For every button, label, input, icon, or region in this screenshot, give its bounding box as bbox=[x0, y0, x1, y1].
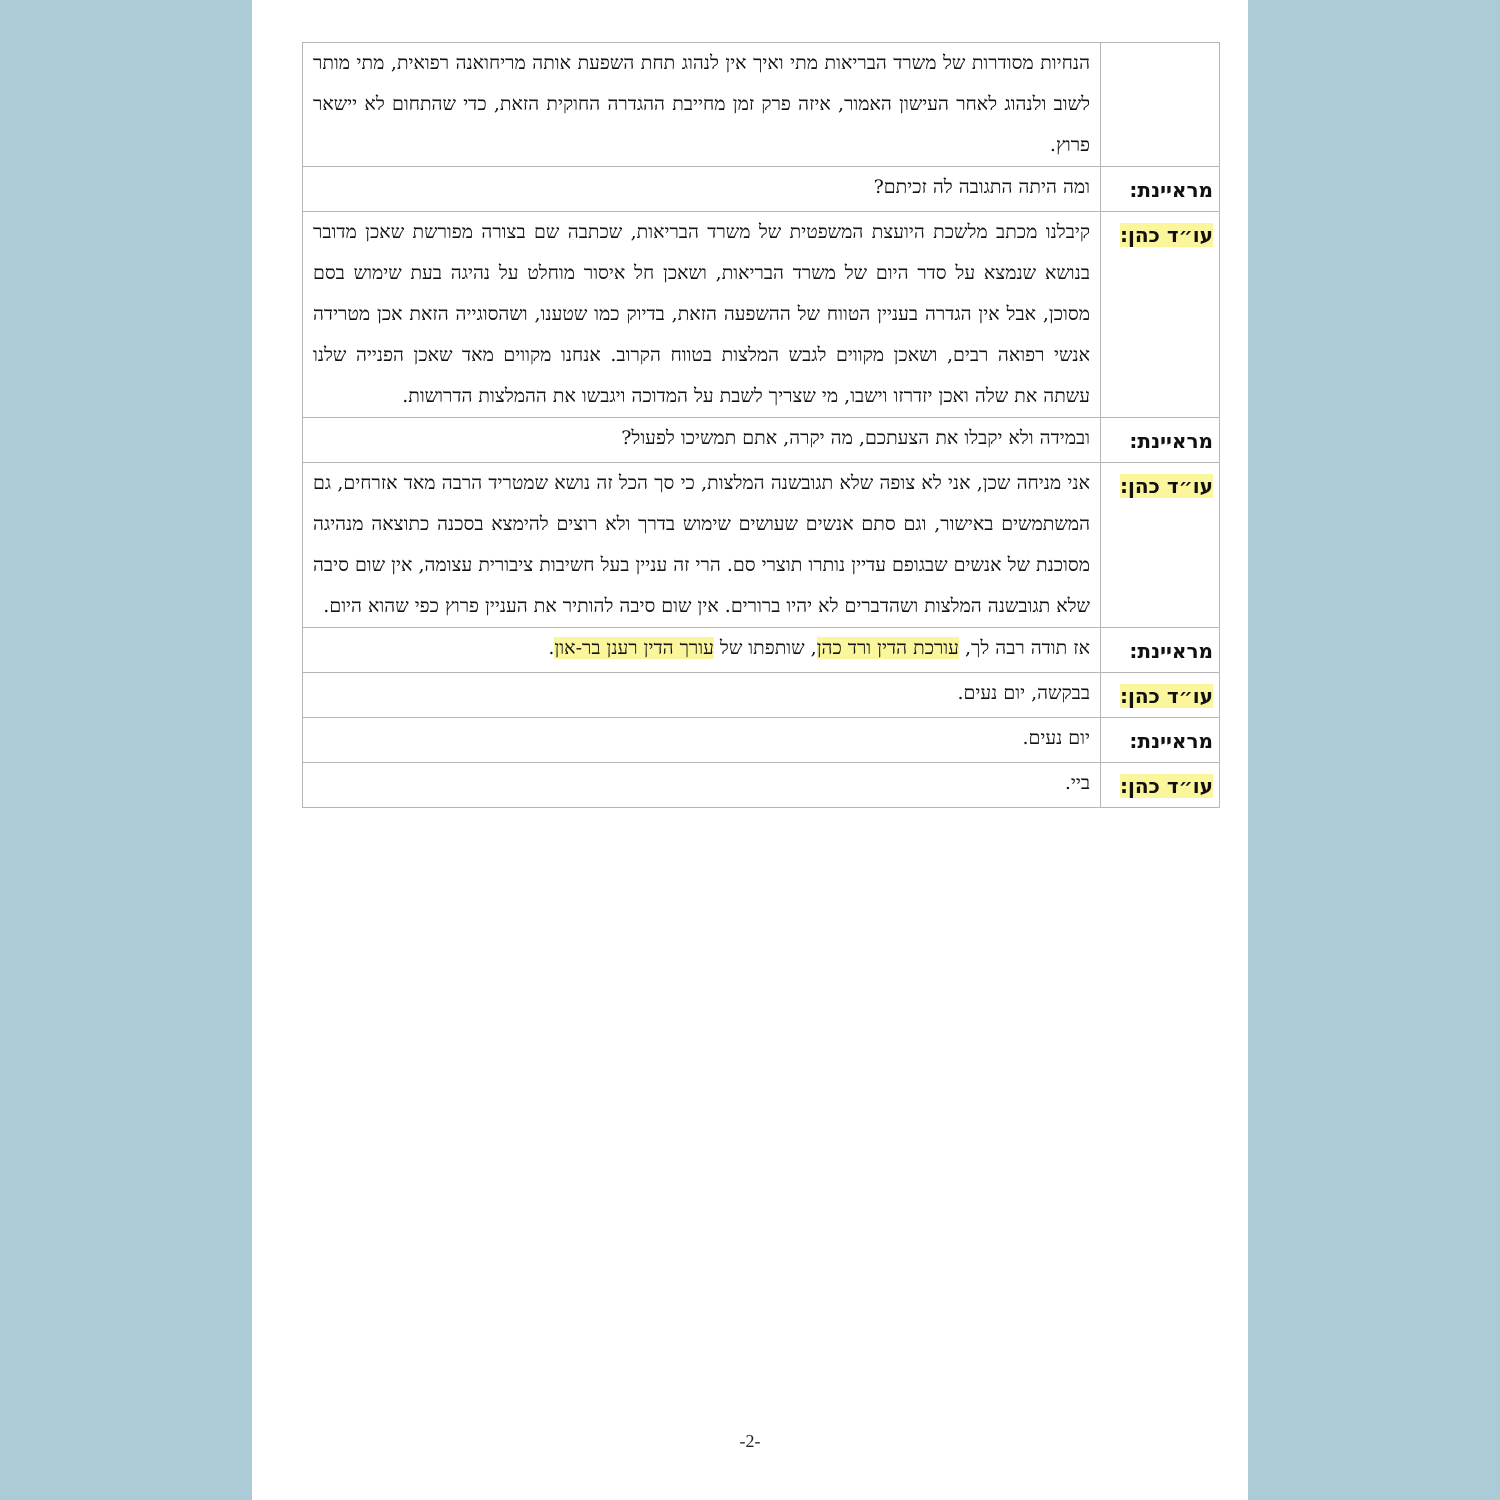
transcript-table bbox=[302, 42, 1220, 808]
page-number: -2- bbox=[739, 1431, 761, 1451]
speaker-cell bbox=[1101, 463, 1220, 628]
speaker-label-highlighted: עו״ד כהן: bbox=[1119, 774, 1213, 798]
transcript-row bbox=[303, 167, 1220, 212]
speaker-label-highlighted: עו״ד כהן: bbox=[1119, 684, 1213, 708]
utterance-cell: יום נעים. bbox=[303, 718, 1101, 763]
transcript-row bbox=[303, 418, 1220, 463]
transcript-row bbox=[303, 212, 1220, 418]
transcript-row bbox=[303, 463, 1220, 628]
utterance-cell: ביי. bbox=[303, 763, 1101, 808]
highlighted-name: עורך הדין רענן בר-און bbox=[554, 637, 714, 659]
speaker-label: מראיינת: bbox=[1129, 729, 1213, 753]
transcript-row bbox=[303, 673, 1220, 718]
speaker-cell bbox=[1101, 212, 1220, 418]
utterance-cell: אני מניחה שכן, אני לא צופה שלא תגובשנה המלצות, כי סך הכל זה נושא שמטריד הרבה מאד אזרחים, גם המשתמשים באישור, וגם סתם אנשים שעושים שימוש בדרך ולא רוצים להימצא בסכנה כתוצאה מנהיגה מסוכנת של אנשים שבגופם עדיין נותרו תוצרי סם. הרי זה עניין בעל חשיבות ציבורית עצומה, אין שום סיבה שלא תגובשנה המלצות ושהדברים לא יהיו ברורים. אין שום סיבה להותיר את העניין פרוץ כפי שהוא היום. bbox=[303, 463, 1101, 628]
speaker-cell bbox=[1101, 628, 1220, 673]
utterance-cell: בבקשה, יום נעים. bbox=[303, 673, 1101, 718]
utterance-cell: ומה היתה התגובה לה זכיתם? bbox=[303, 167, 1101, 212]
speaker-label: מראיינת: bbox=[1129, 429, 1213, 453]
speaker-label-highlighted: עו״ד כהן: bbox=[1119, 474, 1213, 498]
speaker-cell bbox=[1101, 43, 1220, 167]
speaker-label: מראיינת: bbox=[1129, 639, 1213, 663]
speaker-label-highlighted: עו״ד כהן: bbox=[1119, 223, 1213, 247]
transcript-row bbox=[303, 763, 1220, 808]
text-segment: . bbox=[548, 637, 555, 659]
utterance-cell: ובמידה ולא יקבלו את הצעתכם, מה יקרה, אתם תמשיכו לפעול? bbox=[303, 418, 1101, 463]
utterance-cell: הנחיות מסודרות של משרד הבריאות מתי ואיך אין לנהוג תחת השפעת אותה מריחואנה רפואית, מתי מותר לשוב ולנהוג לאחר העישון האמור, איזה פרק זמן מחייבת ההגדרה החוקית הזאת, כדי שהתחום לא יישאר פרוץ. bbox=[303, 43, 1101, 167]
speaker-cell bbox=[1101, 418, 1220, 463]
text-segment: , שותפתו של bbox=[713, 637, 817, 659]
transcript-row bbox=[303, 43, 1220, 167]
document-page bbox=[252, 0, 1248, 1500]
speaker-label: מראיינת: bbox=[1129, 178, 1213, 202]
utterance-cell: קיבלנו מכתב מלשכת היועצת המשפטית של משרד הבריאות, שכתבה שם בצורה מפורשת שאכן מדובר בנושא שנמצא על סדר היום של משרד הבריאות, ושאכן חל איסור מוחלט על נהיגה בעת שימוש בסם מסוכן, אבל אין הגדרה בעניין הטווח של ההשפעה הזאת, בדיוק כמו שטענו, ושהסוגייה הזאת אכן מטרידה אנשי רפואה רבים, ושאכן מקווים לגבש המלצות בטווח הקרוב. אנחנו מקווים מאד שאכן הפנייה שלנו עשתה את שלה ואכן יזדרזו וישבו, מי שצריך לשבת על המדוכה ויגבשו את ההמלצות הדרושות. bbox=[303, 212, 1101, 418]
speaker-cell bbox=[1101, 763, 1220, 808]
highlighted-name: עורכת הדין ורד כהן bbox=[816, 637, 959, 659]
speaker-cell bbox=[1101, 718, 1220, 763]
utterance-cell bbox=[303, 628, 1101, 673]
transcript-row bbox=[303, 628, 1220, 673]
speaker-cell bbox=[1101, 167, 1220, 212]
text-segment: אז תודה רבה לך, bbox=[958, 637, 1090, 659]
speaker-cell bbox=[1101, 673, 1220, 718]
transcript-row bbox=[303, 718, 1220, 763]
